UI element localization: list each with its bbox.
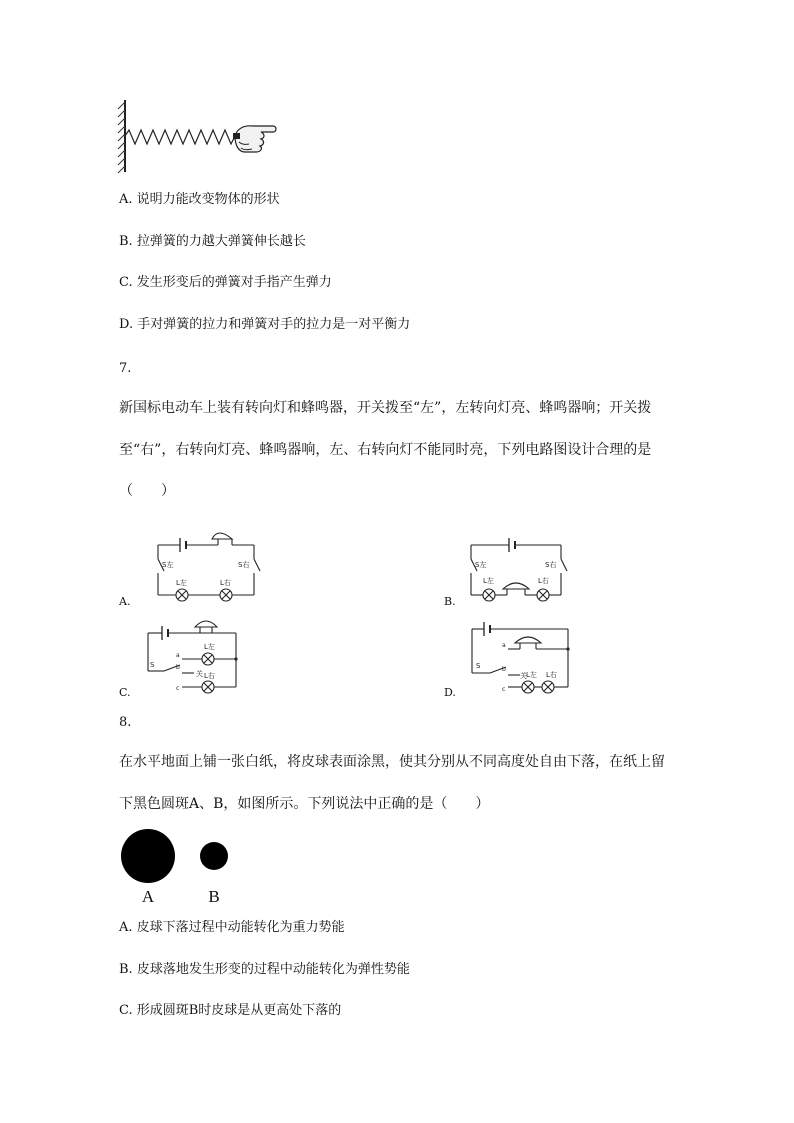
q7-option-a-label[interactable]: A. — [119, 595, 131, 608]
q8-option-b[interactable]: B. 皮球落地发生形变的过程中动能转化为弹性势能 — [119, 962, 410, 977]
hand — [233, 126, 276, 152]
q7-stem-line3: （ ） — [119, 483, 175, 499]
circuit-d-b: b — [502, 666, 506, 673]
circuit-c-s: S — [150, 661, 155, 669]
circuit-a[interactable] — [150, 525, 270, 610]
wall — [118, 100, 125, 173]
q8-stem-line2: 下黑色圆斑A、B，如图所示。下列说法中正确的是（ ） — [119, 796, 490, 812]
q6-option-a[interactable]: A. 说明力能改变物体的形状 — [119, 192, 280, 207]
circuit-b-l-left: L左 — [483, 577, 494, 585]
q8-number: 8. — [119, 715, 132, 730]
spot-b-label: B — [208, 887, 220, 906]
q6-option-d[interactable]: D. 手对弹簧的拉力和弹簧对手的拉力是一对平衡力 — [119, 317, 411, 332]
circuit-b-s-right: S右 — [545, 561, 557, 569]
q8-stem-line1: 在水平地面上铺一张白纸，将皮球表面涂黑，使其分别从不同高度处自由下落，在纸上留 — [119, 754, 665, 770]
circuit-d[interactable] — [462, 615, 577, 695]
q7-option-d-label[interactable]: D. — [444, 686, 456, 699]
q8-option-c[interactable]: C. 形成圆斑B时皮球是从更高处下落的 — [119, 1003, 342, 1018]
q7-stem-line2: 至“右”，右转向灯亮、蜂鸣器响，左、右转向灯不能同时亮，下列电路图设计合理的是 — [119, 442, 652, 458]
spot-a — [121, 829, 175, 883]
circuit-b[interactable] — [463, 525, 583, 610]
circuit-c-c: c — [176, 685, 180, 692]
spot-b — [200, 842, 228, 870]
spring — [125, 130, 235, 144]
circuit-c[interactable] — [140, 615, 250, 695]
q7-option-c-label[interactable]: C. — [119, 686, 131, 699]
circuit-b-s-left: S左 — [475, 561, 487, 569]
circuit-c-a: a — [176, 652, 180, 659]
spot-a-label: A — [141, 887, 155, 906]
circuit-c-off: 关 — [196, 670, 203, 678]
q8-option-a[interactable]: A. 皮球下落过程中动能转化为重力势能 — [119, 920, 345, 935]
circuit-d-a: a — [502, 642, 506, 649]
circuit-a-l-left: L左 — [176, 579, 187, 587]
circuit-d-l-right: L右 — [546, 671, 557, 679]
circuit-c-b: b — [176, 664, 180, 671]
circuit-d-c: c — [502, 686, 506, 693]
circuit-c-l-right: L右 — [204, 672, 215, 680]
circuit-b-l-right: L右 — [538, 577, 549, 585]
circuit-a-l-right: L右 — [220, 579, 231, 587]
circuit-a-s-left: S左 — [162, 561, 174, 569]
q6-option-c[interactable]: C. 发生形变后的弹簧对手指产生弹力 — [119, 275, 332, 290]
q7-option-b-label[interactable]: B. — [444, 595, 456, 608]
circuit-d-s: S — [476, 662, 481, 670]
circuit-c-l-left: L左 — [204, 643, 215, 651]
q7-stem-line1: 新国标电动车上装有转向灯和蜂鸣器，开关拨至“左”，左转向灯亮、蜂鸣器响；开关拨 — [119, 400, 652, 416]
circuit-a-s-right: S右 — [238, 561, 250, 569]
circuit-d-off: 关 — [520, 672, 527, 680]
spring-hand-figure — [115, 98, 280, 176]
q7-number: 7. — [119, 361, 132, 376]
spots-figure — [115, 822, 245, 910]
circuit-d-l-left: L左 — [526, 671, 537, 679]
q6-option-b[interactable]: B. 拉弹簧的力越大弹簧伸长越长 — [119, 234, 306, 249]
